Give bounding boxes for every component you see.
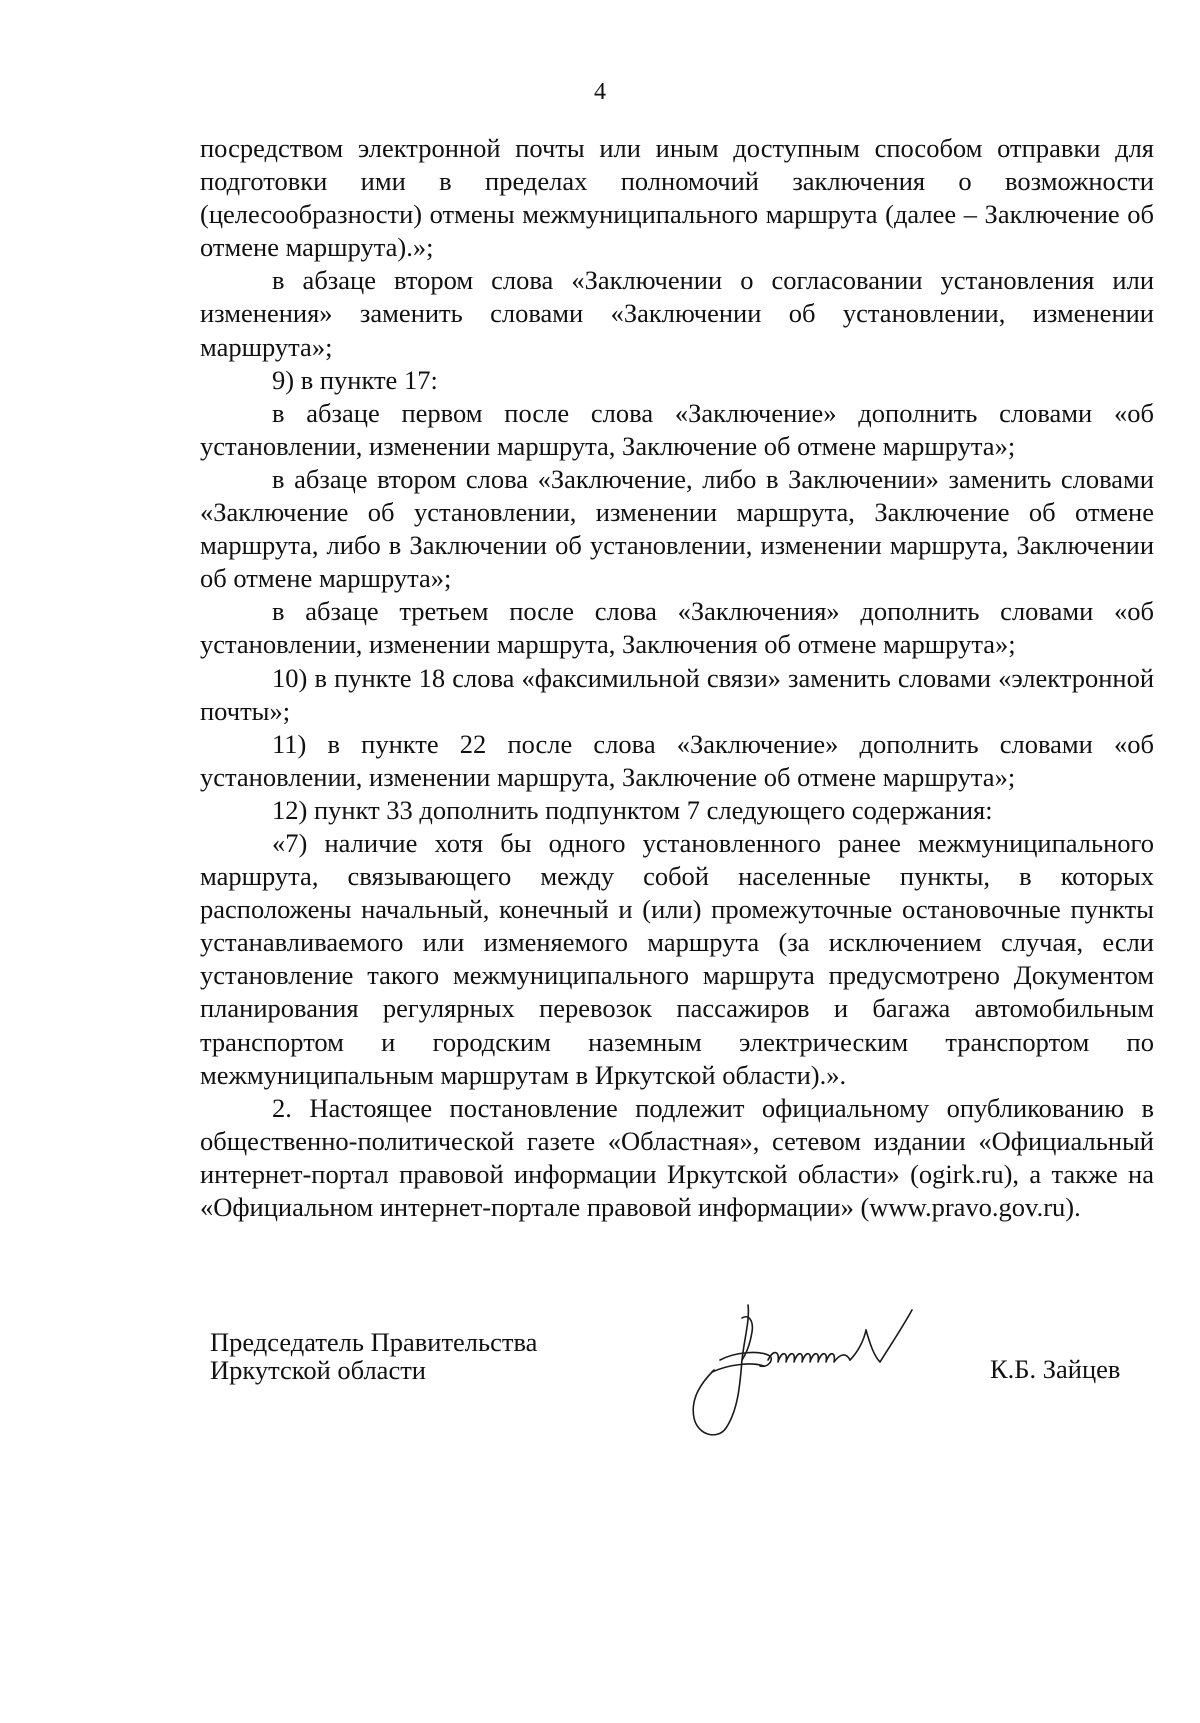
paragraph-continuation: посредством электронной почты или иным доступным способом отправки для подготовки ими в пределах полномочий заключения о возможности (целесообразности) отмены межмуниципального маршрута (далее – Заключение об отмене маршрута).»; bbox=[200, 133, 1154, 263]
signatory-title-line: Иркутской области bbox=[210, 1355, 426, 1385]
document-body bbox=[200, 132, 1154, 1224]
paragraph: 12) пункт 33 дополнить подпунктом 7 следующего содержания: bbox=[272, 794, 993, 825]
signatory-title-line: Председатель Правительства bbox=[210, 1327, 538, 1357]
paragraph: 11) в пункте 22 после слова «Заключение» дополнить словами «об установлении, изменении маршрута, Заключение об отмене маршрута»; bbox=[200, 728, 1154, 792]
signatory-title bbox=[210, 1328, 537, 1384]
page-number: 4 bbox=[594, 79, 606, 105]
paragraph: в абзаце втором слова «Заключение, либо в Заключении» заменить словами «Заключение об установлении, изменении маршрута, Заключение об отмене маршрута, либо в Заключении об установлении, изменении маршрута, Заключении об отмене маршрута»; bbox=[200, 463, 1154, 594]
handwritten-signature bbox=[690, 1300, 950, 1440]
paragraph: в абзаце третьем после слова «Заключения» дополнить словами «об установлении, изменении маршрута, Заключения об отмене маршрута»; bbox=[200, 596, 1154, 660]
paragraph: в абзаце первом после слова «Заключение» дополнить словами «об установлении, изменении маршрута, Заключение об отмене маршрута»; bbox=[200, 397, 1154, 461]
signatory-name: К.Б. Зайцев bbox=[990, 1354, 1121, 1384]
paragraph: «7) наличие хотя бы одного установленного ранее межмуниципального маршрута, связывающего между собой населенные пункты, в которых расположены начальный, конечный и (или) промежуточные остановочные пункты устанавливаемого или изменяемого маршрута (за исключением случая, если установление такого межмуниципального маршрута предусмотрено Документом планирования регулярных перевозок пассажиров и багажа автомобильным транспортом и городским наземным электрическим транспортом по межмуниципальным маршрутам в Иркутской области).». bbox=[200, 827, 1154, 1090]
paragraph: 9) в пункте 17: bbox=[272, 364, 438, 395]
paragraph: 10) в пункте 18 слова «факсимильной связи» заменить словами «электронной почты»; bbox=[200, 662, 1154, 726]
paragraph: 2. Настоящее постановление подлежит официальному опубликованию в общественно-политической газете «Областная», сетевом издании «Официальный интернет-портал правовой информации Иркутской области» (ogirk.ru), а также на «Официальном интернет-портале правовой информации» (www.pravo.gov.ru). bbox=[200, 1092, 1154, 1222]
paragraph: в абзаце втором слова «Заключении о согласовании установления или изменения» заменить словами «Заключении об установлении, изменении маршрута»; bbox=[200, 265, 1154, 362]
